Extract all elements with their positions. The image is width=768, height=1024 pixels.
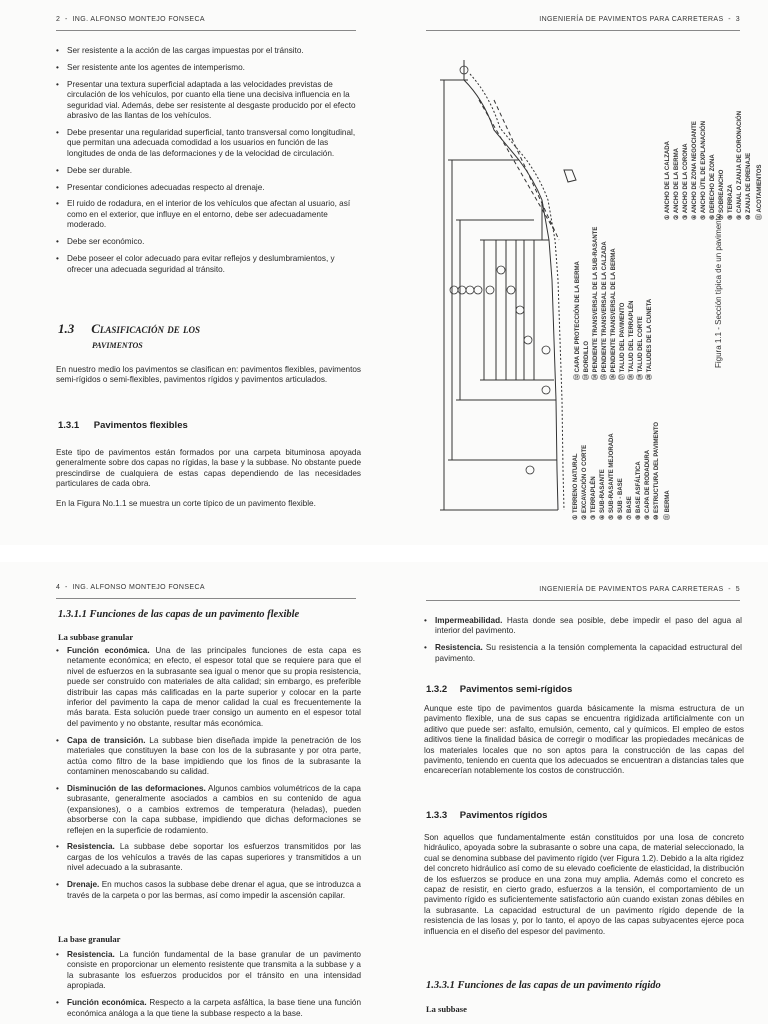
page-3 (384, 0, 768, 545)
header-separator: - (725, 586, 734, 593)
running-head: INGENIERÍA DE PAVIMENTOS PARA CARRETERAS (539, 586, 724, 593)
subhead-subbase: La subbase granular (58, 632, 134, 642)
legend-entry: ⑤ ANCHO ÚTIL DE EXPLANACIÓN (701, 120, 707, 220)
item-text: Algunos cambios volumétricos de la capa subrasante, generalmente asociados a cambios en su contenido de agua (expansiones), o a cambios extremos de temperatura (heladas), pueden absorberse con la capa subbase, impidiendo que dichas deformaciones se reflejen en la superficie de rodamiento. (67, 783, 361, 835)
legend-entry: ⑧ TERRAZA (728, 184, 734, 220)
section-title-line2: pavimentos (92, 337, 143, 351)
legend-entry: ⑥ DERECHO DE ZONA (710, 154, 716, 220)
legend-geometry (664, 110, 763, 230)
item-term: Resistencia. (67, 950, 115, 959)
requirement-item: • Ser resistente ante los agentes de intemperismo. (56, 63, 361, 73)
legend-entry: ⑧ BASE ASFÁLTICA (636, 461, 642, 520)
legend-entry: ③ TERRAPLÉN (591, 476, 597, 520)
fill-line (494, 100, 559, 240)
item-term: Impermeabilidad. (435, 616, 503, 625)
layer-subbase (496, 240, 506, 380)
surface-functions (424, 616, 742, 671)
page-5 (384, 562, 768, 1024)
semirigid-body (424, 704, 744, 777)
callout-circle (497, 266, 505, 274)
section-number: 1.3 (58, 321, 75, 336)
legend-entry: ⑦ BASE (627, 496, 633, 520)
legend-entry: ⑬ BORDILLO (584, 341, 590, 380)
subsection-heading-rigid (426, 810, 547, 821)
cut-line (479, 100, 554, 230)
legend-entry: ⑮ PENDIENTE TRANSVERSAL DE LA CALZADA (602, 241, 608, 380)
item-term: Drenaje. (67, 880, 100, 890)
header-separator: - (62, 584, 71, 591)
legend-entry: ④ SUB-RASANTE (600, 469, 606, 520)
legend-entry: ⑩ ZANJA DE DRENAJE (746, 152, 752, 220)
running-head: ING. ALFONSO MONTEJO FONSECA (72, 16, 205, 23)
item-text: La subbase debe soportar los esfuerzos transmitidos por las cargas de los vehículos a través de las capas superiores y transmitidos a un nivel adecuado a la subrasante. (67, 842, 361, 873)
page-header (539, 16, 740, 23)
subsection-number: 1.3.3 (426, 810, 448, 821)
section-title: 1.3.1.1 Funciones de las capas de un pavimento flexible (58, 609, 300, 620)
base-function-item (56, 950, 361, 992)
header-rule (56, 30, 356, 31)
callout-circle (542, 386, 550, 394)
subhead-subbase-rigid: La subbase (426, 1004, 467, 1014)
page-header (539, 586, 740, 593)
subsection-title: Pavimentos rígidos (459, 810, 548, 821)
page-header (56, 16, 205, 23)
header-rule (56, 598, 356, 599)
header-separator: - (725, 16, 734, 23)
callout-circle (474, 286, 482, 294)
legend-slopes (572, 226, 653, 390)
callout-circle (450, 286, 458, 294)
subsection-title: Pavimentos semi-rígidos (459, 684, 573, 695)
requirement-item: • Presentar condiciones adecuadas respecto al drenaje. (56, 183, 361, 193)
page-2 (0, 0, 384, 545)
requirement-item: • Debe poseer el color adecuado para evitar reflejos y deslumbramientos, y ofrecer una adecuada seguridad al tránsito. (56, 254, 361, 275)
callout-circle (507, 286, 515, 294)
subbase-function-item (56, 880, 361, 901)
legend-entry: ① TERRENO NATURAL (573, 453, 579, 520)
legend-entry: ⑪ BERMA (665, 490, 671, 520)
subbase-functions (56, 646, 361, 907)
item-term: Función económica. (67, 998, 147, 1008)
item-term: Función económica. (67, 646, 150, 655)
legend-entry: ⑱ TALUD DEL TERRAPLÉN (629, 300, 635, 380)
layer-base (506, 240, 516, 380)
legend-entry: ⑥ SUB - BASE (618, 478, 624, 520)
subbase-function-item (56, 646, 361, 729)
legend-entry: ⑯ PENDIENTE TRANSVERSAL DE LA BERMA (611, 248, 617, 380)
subsection-heading (58, 420, 188, 431)
item-text: Hasta donde sea posible, debe impedir el paso del agua al interior del pavimento. (435, 616, 742, 636)
section-intro-text: En nuestro medio los pavimentos se clasifican en: pavimentos flexibles, pavimentos semi-rígidos o semi-flexibles, pavimentos rígidos y pavimentos articulados. (56, 365, 361, 385)
requirement-item: • Presentar una textura superficial adaptada a las velocidades previstas de circulación de los vehículos, por cuanto ella tiene una decisiva influencia en la seguridad vial. Además, debe ser resistente al desgaste producido por el efecto abrasivo de las llantas de los vehículos. (56, 80, 361, 122)
rigid-para: Son aquellos que fundamentalmente están constituidos por una losa de concreto hidráulico, apoyada sobre la subrasante o sobre una capa, de material seleccionado, la cual se denomina subbase del pavimento rígido (ver Figura 1.2). Debido a la alta rigidez del concreto hidráulico así como de su elevado coeficiente de elasticidad, la distribución de los esfuerzos se produce en una zona muy amplia. Además como el concreto es capaz de resistir, en cierto grado, esfuerzos a la tensión, el comportamiento de un pavimento rígido es suficientemente satisfactorio aún cuando existan zonas débiles en la subrasante. La capacidad estructural de un pavimento rígido depende de la resistencia de las losas y, por lo tanto, el apoyo de las capas subyacentes ejerce poca influencia en el diseño del espesor del pavimento. (424, 833, 744, 936)
item-text: Respecto a la carpeta asfáltica, la base tiene una función económica análoga a la que tiene la subbase respecto a la base. (67, 998, 361, 1018)
page-number: 2 (56, 16, 61, 23)
surface-function-item (424, 643, 742, 664)
item-text: Su resistencia a la tensión complementa la capacidad estructural del pavimento. (435, 643, 742, 663)
subsection-para-2: En la Figura No.1.1 se muestra un corte típico de un pavimento flexible. (56, 498, 316, 508)
figure-caption: Figura 1.1 - Sección típica de un pavimento (714, 213, 723, 368)
running-head: ING. ALFONSO MONTEJO FONSECA (72, 584, 205, 591)
subsection-number: 1.3.2 (426, 684, 448, 695)
legend-entry: ⑨ CANAL O ZANJA DE CORONACIÓN (737, 110, 743, 220)
legend-entry: ⑫ CAPA DE PROTECCIÓN DE LA BERMA (575, 261, 581, 380)
callout-circle (466, 286, 474, 294)
callout-circle (542, 346, 550, 354)
subhead-base: La base granular (58, 934, 121, 944)
callout-circle (526, 466, 534, 474)
legend-layers (572, 421, 671, 530)
layer-subgrade (484, 240, 496, 380)
subbase-function-item (56, 784, 361, 836)
semirigid-para: Aunque este tipo de pavimentos guarda básicamente la misma estructura de un pavimento flexible, una de sus capas se encuentra rigidizada artificialmente con un aditivo que puede ser: asfalto, emulsión, cemento, cal y químicos. El empleo de estos aditivos tiene la finalidad básica de corregir o modificar las propiedades mecánicas de los materiales locales que no son aptos para la construcción de las capas del pavimento, teniendo en cuenta que los adecuados se encuentran a distancias tales que encarecerían notablemente los costos de construcción. (424, 704, 744, 776)
item-text: En muchos casos la subbase debe drenar el agua, que se introduzca a través de la carpeta o por las bermas, así como impedir la ascensión capilar. (67, 880, 361, 900)
header-rule (426, 30, 740, 31)
legend-entry: ② EXCAVACIÓN O CORTE (582, 444, 588, 520)
callout-circle (524, 336, 532, 344)
legend-entry: ⑤ SUB-RASANTE MEJORADA (609, 433, 615, 520)
item-term: Capa de transición. (67, 735, 146, 745)
base-function-item (56, 998, 361, 1019)
item-text: La función fundamental de la base granular de un pavimento consiste en proporcionar un elemento resistente que transmita a la subbase y a la subrasante los esfuerzos producidos por el tránsito en una intensidad apropiada. (67, 950, 361, 991)
requirement-item: • Debe ser durable. (56, 166, 361, 176)
subsection-body (56, 448, 361, 509)
page-number: 4 (56, 584, 61, 591)
legend-entry: ③ ANCHO DE LA CORONA (683, 143, 689, 220)
legend-entry: ⑩ ESTRUCTURA DEL PAVIMENTO (654, 421, 660, 520)
legend-entry: ⑨ CAPA DE RODADURA (645, 449, 651, 520)
requirements-list (56, 46, 361, 281)
crown-ditch (564, 170, 576, 182)
spread-gap (0, 545, 768, 562)
callout-circle (516, 306, 524, 314)
legend-entry: ⑲ TALUD DEL CORTE (638, 316, 644, 380)
item-term: Disminución de las deformaciones. (67, 783, 206, 793)
item-term: Resistencia. (435, 643, 483, 653)
legend-entry: ⑭ PENDIENTE TRANSVERSAL DE LA SUB-RASANTE (593, 226, 599, 380)
base-functions (56, 950, 361, 1024)
section-title-rigid-layers: 1.3.3.1 Funciones de las capas de un pavimento rígido (426, 980, 661, 991)
legend-entry: ④ ANCHO DE ZONA NEGOCIANTE (692, 121, 698, 220)
item-text: Una de las principales funciones de esta capa es netamente económica; en efecto, el espesor total que se requiere para que el nivel de esfuerzos en la subrasante sea igual o menor que su propia resistencia, puede ser construido con materiales de alta calidad; sin embargo, es preferible distribuir las capas más calificadas en la parte superior y colocar en la parte inferior del pavimento la capa de menor calidad la cual es frecuentemente la más barata. Esta solución puede traer consigo un aumento en el espesor total del pavimento y no obstante, resultar más económica. (67, 646, 361, 728)
header-rule (426, 600, 740, 601)
legend-entry: ⑪ ACOTAMIENTOS (757, 164, 763, 220)
legend-entry: ⑦ SOBREANCHO (719, 169, 725, 220)
page-number: 3 (735, 16, 740, 23)
legend-entry: ⑰ TALUD DEL PAVIMENTO (620, 302, 626, 380)
subbase-function-item (56, 842, 361, 873)
spread-pages-4-5 (0, 562, 768, 1024)
subsection-title: Pavimentos flexibles (93, 420, 188, 431)
layer-surface (516, 240, 524, 380)
header-separator: - (62, 16, 71, 23)
section-title-line1: Clasificación de los (91, 321, 200, 336)
requirement-item: • El ruido de rodadura, en el interior de los vehículos que afectan al usuario, así como en el exterior, que influye en el entorno, debe ser adecuadamente moderado. (56, 199, 361, 230)
legend-entry: ① ANCHO DE LA CALZADA (665, 141, 671, 220)
section-heading (58, 321, 358, 352)
subsection-para-1: Este tipo de pavimentos están formados por una carpeta bituminosa apoyada generalmente sobre dos capas no rígidas, la base y la subbase. No obstante puede prescindirse de cualquiera de estas capas dependiendo de las necesidades particulares de cada obra. (56, 448, 361, 489)
legend-entry: ② ANCHO DE LA BERMA (674, 148, 680, 220)
requirement-item: • Debe ser económico. (56, 237, 361, 247)
section-intro (56, 365, 361, 386)
page-header (56, 584, 205, 591)
running-head: INGENIERÍA DE PAVIMENTOS PARA CARRETERAS (539, 16, 724, 23)
figure-1-1 (424, 40, 763, 540)
requirement-item: • Ser resistente a la acción de las cargas impuestas por el tránsito. (56, 46, 361, 56)
item-text: La subbase bien diseñada impide la penetración de los materiales que constituyen la base con los de la subrasante y por otra parte, actúa como filtro de la base impidiendo que los finos de la subrasante la contaminen menoscabando su calidad. (67, 735, 362, 776)
legend-entry: ⑳ TALUDES DE LA CUNETA (647, 298, 653, 380)
page-number: 5 (735, 586, 740, 593)
subsection-number: 1.3.1 (58, 420, 80, 431)
terrain-line (464, 60, 558, 510)
callout-circle (458, 286, 466, 294)
page-4 (0, 562, 384, 1024)
item-term: Resistencia. (67, 842, 115, 852)
requirement-item: • Debe presentar una regularidad superficial, tanto transversal como longitudinal, que permitan una adecuada comodidad a los usuarios en función de las longitudes de onda de las deformaciones y de la velocidad de circulación. (56, 128, 361, 159)
subbase-function-item (56, 736, 361, 778)
rigid-body (424, 833, 744, 937)
surface-function-item (424, 616, 742, 637)
callout-circle (486, 286, 494, 294)
subsection-heading-semirigid (426, 684, 572, 695)
